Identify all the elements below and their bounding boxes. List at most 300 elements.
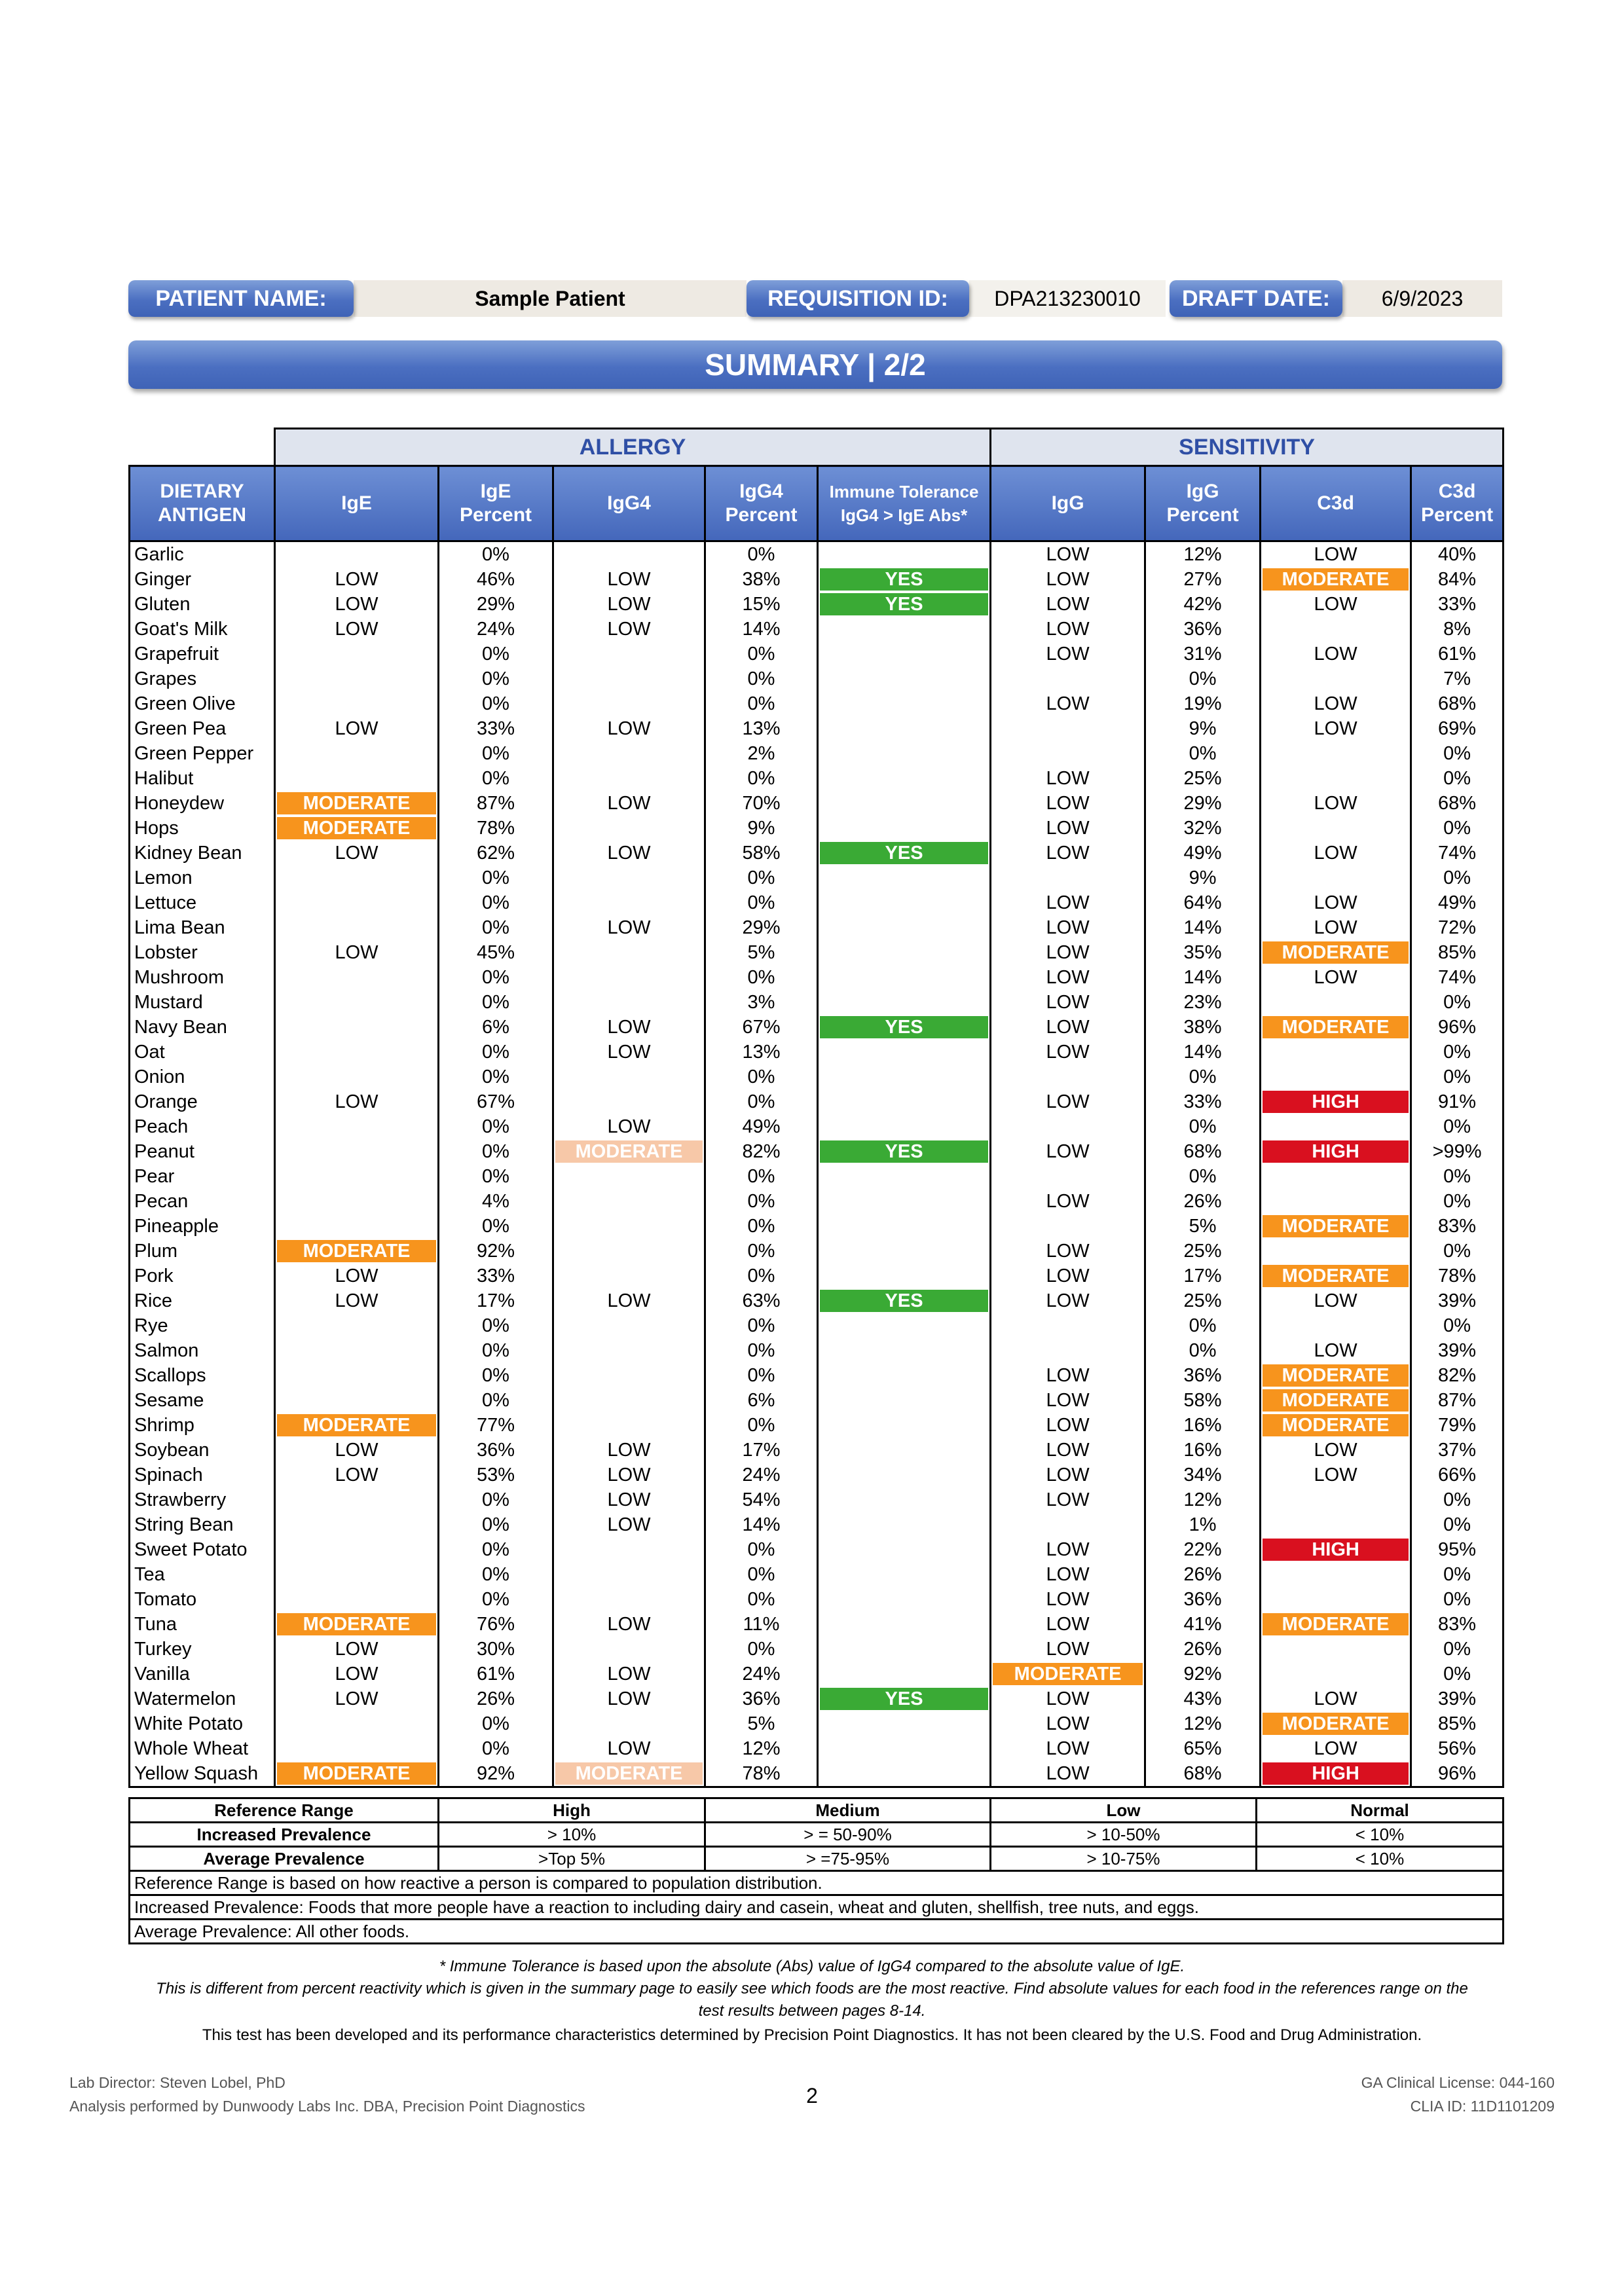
cell-c3d-percent: 61%	[1411, 642, 1504, 666]
cell-antigen: Tea	[130, 1562, 275, 1587]
cell-igg-percent: 31%	[1145, 642, 1261, 666]
cell-igg: LOW	[991, 1189, 1145, 1214]
cell-igg4-percent: 78%	[705, 1761, 818, 1787]
cell-igg4: LOW	[553, 567, 705, 592]
table-row	[130, 617, 1504, 642]
cell-ige	[275, 1114, 439, 1139]
cell-c3d-percent: 68%	[1411, 791, 1504, 816]
cell-ige	[275, 1711, 439, 1736]
cell-c3d: MODERATE	[1261, 1015, 1411, 1040]
cell-ige-percent: 0%	[439, 1040, 553, 1065]
cell-ige-percent: 29%	[439, 592, 553, 617]
cell-igg-percent: 0%	[1145, 1065, 1261, 1089]
cell-c3d-percent: 8%	[1411, 617, 1504, 642]
cell-c3d-percent: 7%	[1411, 666, 1504, 691]
summary-table	[128, 428, 1504, 1788]
cell-c3d-percent: 0%	[1411, 1637, 1504, 1662]
group-header-allergy: ALLERGY	[275, 429, 991, 466]
ref-note: Increased Prevalence: Foods that more people have a reaction to including dairy and casein, wheat and gluten, shellfish, tree nuts, and eggs.	[130, 1895, 1504, 1920]
table-row	[130, 1264, 1504, 1288]
cell-antigen: Honeydew	[130, 791, 275, 816]
cell-c3d-percent: 0%	[1411, 816, 1504, 841]
cell-igg4	[553, 990, 705, 1015]
col-header-igg: IgG	[991, 466, 1145, 541]
cell-igg: LOW	[991, 541, 1145, 568]
cell-antigen: Ginger	[130, 567, 275, 592]
cell-c3d	[1261, 766, 1411, 791]
cell-igg: LOW	[991, 965, 1145, 990]
cell-immune-tolerance	[818, 1612, 991, 1637]
cell-igg4-percent: 0%	[705, 1363, 818, 1388]
cell-ige: MODERATE	[275, 1612, 439, 1637]
cell-immune-tolerance	[818, 1562, 991, 1587]
cell-igg4-percent: 5%	[705, 1711, 818, 1736]
cell-igg4-percent: 0%	[705, 1164, 818, 1189]
table-row	[130, 716, 1504, 741]
cell-igg4	[553, 741, 705, 766]
col-header-ige-percent: IgE Percent	[439, 466, 553, 541]
cell-igg4-percent: 0%	[705, 666, 818, 691]
table-row	[130, 1587, 1504, 1612]
cell-ige	[275, 890, 439, 915]
cell-ige-percent: 0%	[439, 1363, 553, 1388]
cell-c3d-percent: 37%	[1411, 1438, 1504, 1463]
cell-ige-percent: 0%	[439, 1537, 553, 1562]
requisition-id-value: DPA213230010	[994, 286, 1141, 310]
cell-igg: LOW	[991, 1711, 1145, 1736]
table-row	[130, 841, 1504, 866]
table-row	[130, 541, 1504, 568]
ref-header: Medium	[705, 1798, 991, 1823]
table-row	[130, 1487, 1504, 1512]
cell-igg4	[553, 1413, 705, 1438]
cell-ige-percent: 33%	[439, 1264, 553, 1288]
cell-c3d	[1261, 617, 1411, 642]
cell-ige-percent: 17%	[439, 1288, 553, 1313]
cell-antigen: Navy Bean	[130, 1015, 275, 1040]
cell-antigen: Rye	[130, 1313, 275, 1338]
ref-cell: > 10%	[439, 1823, 705, 1847]
cell-igg4	[553, 965, 705, 990]
cell-c3d	[1261, 990, 1411, 1015]
cell-ige-percent: 0%	[439, 1587, 553, 1612]
cell-c3d	[1261, 1637, 1411, 1662]
cell-ige	[275, 766, 439, 791]
cell-antigen: Lettuce	[130, 890, 275, 915]
table-row	[130, 1413, 1504, 1438]
cell-ige-percent: 0%	[439, 965, 553, 990]
table-row	[130, 642, 1504, 666]
cell-immune-tolerance	[818, 1313, 991, 1338]
cell-igg: LOW	[991, 841, 1145, 866]
cell-ige	[275, 1487, 439, 1512]
cell-igg4: LOW	[553, 1487, 705, 1512]
table-row	[130, 1637, 1504, 1662]
cell-igg-percent: 35%	[1145, 940, 1261, 965]
cell-igg4	[553, 666, 705, 691]
cell-igg4-percent: 58%	[705, 841, 818, 866]
cell-antigen: Green Olive	[130, 691, 275, 716]
cell-igg4-percent: 11%	[705, 1612, 818, 1637]
cell-igg4: LOW	[553, 1288, 705, 1313]
cell-igg4	[553, 766, 705, 791]
cell-c3d-percent: 0%	[1411, 1065, 1504, 1089]
cell-immune-tolerance	[818, 1239, 991, 1264]
cell-ige-percent: 0%	[439, 642, 553, 666]
cell-igg4: LOW	[553, 1015, 705, 1040]
cell-igg: LOW	[991, 1612, 1145, 1637]
table-row	[130, 567, 1504, 592]
cell-c3d: LOW	[1261, 1338, 1411, 1363]
cell-c3d: LOW	[1261, 841, 1411, 866]
summary-title: SUMMARY | 2/2	[128, 340, 1502, 389]
cell-ige: MODERATE	[275, 791, 439, 816]
cell-antigen: Watermelon	[130, 1686, 275, 1711]
cell-ige	[275, 1512, 439, 1537]
cell-ige: LOW	[275, 1686, 439, 1711]
cell-c3d	[1261, 666, 1411, 691]
table-row	[130, 1139, 1504, 1164]
cell-igg-percent: 25%	[1145, 1239, 1261, 1264]
cell-c3d-percent: >99%	[1411, 1139, 1504, 1164]
cell-antigen: Goat's Milk	[130, 617, 275, 642]
table-row	[130, 741, 1504, 766]
cell-c3d-percent: 84%	[1411, 567, 1504, 592]
cell-igg4: MODERATE	[553, 1139, 705, 1164]
cell-immune-tolerance	[818, 1264, 991, 1288]
cell-igg4-percent: 0%	[705, 1065, 818, 1089]
cell-antigen: Gluten	[130, 592, 275, 617]
cell-igg-percent: 65%	[1145, 1736, 1261, 1761]
cell-ige-percent: 0%	[439, 866, 553, 890]
cell-igg4: MODERATE	[553, 1761, 705, 1787]
cell-ige	[275, 1214, 439, 1239]
table-row	[130, 816, 1504, 841]
cell-antigen: Soybean	[130, 1438, 275, 1463]
cell-antigen: Salmon	[130, 1338, 275, 1363]
cell-antigen: Shrimp	[130, 1413, 275, 1438]
cell-immune-tolerance	[818, 1761, 991, 1787]
cell-igg4	[553, 1587, 705, 1612]
cell-ige-percent: 24%	[439, 617, 553, 642]
table-row	[130, 940, 1504, 965]
cell-antigen: Yellow Squash	[130, 1761, 275, 1787]
cell-ige-percent: 53%	[439, 1463, 553, 1487]
cell-c3d-percent: 39%	[1411, 1686, 1504, 1711]
cell-igg4-percent: 9%	[705, 816, 818, 841]
cell-igg4-percent: 17%	[705, 1438, 818, 1463]
cell-igg4	[553, 1164, 705, 1189]
ref-cell: > 10-50%	[991, 1823, 1257, 1847]
cell-ige	[275, 866, 439, 890]
cell-ige-percent: 0%	[439, 1065, 553, 1089]
reference-range-table	[128, 1797, 1504, 1944]
cell-c3d	[1261, 741, 1411, 766]
cell-igg: LOW	[991, 1139, 1145, 1164]
cell-igg4-percent: 63%	[705, 1288, 818, 1313]
cell-c3d	[1261, 1114, 1411, 1139]
cell-igg4-percent: 0%	[705, 1637, 818, 1662]
table-row	[130, 1089, 1504, 1114]
cell-immune-tolerance: YES	[818, 592, 991, 617]
cell-igg4: LOW	[553, 1612, 705, 1637]
cell-igg4	[553, 1537, 705, 1562]
cell-immune-tolerance: YES	[818, 1288, 991, 1313]
cell-immune-tolerance	[818, 1089, 991, 1114]
cell-c3d: LOW	[1261, 1736, 1411, 1761]
cell-igg4: LOW	[553, 1040, 705, 1065]
cell-ige	[275, 1189, 439, 1214]
cell-ige-percent: 6%	[439, 1015, 553, 1040]
cell-igg4-percent: 0%	[705, 866, 818, 890]
cell-c3d: HIGH	[1261, 1089, 1411, 1114]
cell-igg4: LOW	[553, 617, 705, 642]
cell-igg-percent: 14%	[1145, 965, 1261, 990]
ref-note: Average Prevalence: All other foods.	[130, 1920, 1504, 1944]
cell-immune-tolerance	[818, 1487, 991, 1512]
cell-igg4-percent: 5%	[705, 940, 818, 965]
cell-ige-percent: 77%	[439, 1413, 553, 1438]
cell-igg4-percent: 0%	[705, 1587, 818, 1612]
cell-igg4: LOW	[553, 1463, 705, 1487]
clia-id: CLIA ID: 11D1101209	[1410, 2098, 1555, 2115]
cell-igg4: LOW	[553, 1736, 705, 1761]
table-row	[130, 666, 1504, 691]
cell-c3d-percent: 0%	[1411, 1587, 1504, 1612]
table-row	[130, 866, 1504, 890]
cell-c3d-percent: 96%	[1411, 1761, 1504, 1787]
cell-c3d: LOW	[1261, 1438, 1411, 1463]
cell-antigen: Pork	[130, 1264, 275, 1288]
cell-igg4-percent: 0%	[705, 1313, 818, 1338]
table-row	[130, 1065, 1504, 1089]
cell-ige	[275, 1015, 439, 1040]
table-row	[130, 1015, 1504, 1040]
cell-immune-tolerance: YES	[818, 1139, 991, 1164]
cell-igg4-percent: 0%	[705, 1239, 818, 1264]
cell-ige-percent: 0%	[439, 1562, 553, 1587]
cell-ige	[275, 691, 439, 716]
cell-igg4	[553, 866, 705, 890]
cell-igg4-percent: 13%	[705, 716, 818, 741]
table-row	[130, 1288, 1504, 1313]
cell-igg4-percent: 24%	[705, 1662, 818, 1686]
cell-c3d: LOW	[1261, 592, 1411, 617]
cell-immune-tolerance	[818, 642, 991, 666]
cell-igg4: LOW	[553, 915, 705, 940]
cell-immune-tolerance	[818, 666, 991, 691]
table-row	[130, 990, 1504, 1015]
cell-antigen: Spinach	[130, 1463, 275, 1487]
cell-igg4: LOW	[553, 841, 705, 866]
cell-immune-tolerance: YES	[818, 841, 991, 866]
cell-igg-percent: 12%	[1145, 1487, 1261, 1512]
ref-cell: < 10%	[1257, 1823, 1504, 1847]
cell-igg4: LOW	[553, 791, 705, 816]
table-row	[130, 1438, 1504, 1463]
cell-igg: LOW	[991, 642, 1145, 666]
cell-ige-percent: 78%	[439, 816, 553, 841]
cell-igg4-percent: 0%	[705, 1089, 818, 1114]
cell-ige-percent: 46%	[439, 567, 553, 592]
table-row	[130, 791, 1504, 816]
cell-antigen: String Bean	[130, 1512, 275, 1537]
cell-c3d-percent: 78%	[1411, 1264, 1504, 1288]
cell-c3d-percent: 33%	[1411, 592, 1504, 617]
cell-igg	[991, 1114, 1145, 1139]
cell-immune-tolerance	[818, 1587, 991, 1612]
cell-igg4-percent: 2%	[705, 741, 818, 766]
cell-c3d	[1261, 1164, 1411, 1189]
cell-immune-tolerance: YES	[818, 1686, 991, 1711]
cell-c3d-percent: 0%	[1411, 866, 1504, 890]
cell-c3d: LOW	[1261, 691, 1411, 716]
cell-immune-tolerance	[818, 990, 991, 1015]
cell-igg4-percent: 14%	[705, 617, 818, 642]
group-header-sensitivity: SENSITIVITY	[991, 429, 1504, 466]
blank-corner	[130, 429, 275, 466]
cell-immune-tolerance	[818, 915, 991, 940]
cell-igg4-percent: 0%	[705, 1264, 818, 1288]
cell-antigen: Hops	[130, 816, 275, 841]
cell-c3d	[1261, 816, 1411, 841]
table-row	[130, 1164, 1504, 1189]
cell-c3d	[1261, 1512, 1411, 1537]
cell-antigen: Plum	[130, 1239, 275, 1264]
cell-c3d: MODERATE	[1261, 1214, 1411, 1239]
cell-c3d: MODERATE	[1261, 567, 1411, 592]
cell-c3d: MODERATE	[1261, 1363, 1411, 1388]
cell-c3d	[1261, 1313, 1411, 1338]
cell-igg: LOW	[991, 1015, 1145, 1040]
cell-ige-percent: 0%	[439, 1711, 553, 1736]
cell-c3d: MODERATE	[1261, 1264, 1411, 1288]
cell-immune-tolerance	[818, 1438, 991, 1463]
cell-c3d-percent: 0%	[1411, 990, 1504, 1015]
cell-igg4-percent: 29%	[705, 915, 818, 940]
table-row	[130, 915, 1504, 940]
cell-antigen: Tomato	[130, 1587, 275, 1612]
cell-c3d-percent: 0%	[1411, 1313, 1504, 1338]
cell-igg4-percent: 0%	[705, 965, 818, 990]
col-header-c3d-percent: C3d Percent	[1411, 466, 1504, 541]
cell-antigen: Lobster	[130, 940, 275, 965]
cell-ige	[275, 990, 439, 1015]
cell-igg: LOW	[991, 1438, 1145, 1463]
cell-igg: LOW	[991, 1264, 1145, 1288]
cell-igg-percent: 43%	[1145, 1686, 1261, 1711]
cell-ige-percent: 30%	[439, 1637, 553, 1662]
cell-igg4-percent: 3%	[705, 990, 818, 1015]
cell-c3d	[1261, 1487, 1411, 1512]
cell-igg: LOW	[991, 1388, 1145, 1413]
cell-c3d-percent: 0%	[1411, 1662, 1504, 1686]
cell-igg-percent: 16%	[1145, 1438, 1261, 1463]
draft-date-value: 6/9/2023	[1381, 286, 1464, 310]
cell-c3d-percent: 87%	[1411, 1388, 1504, 1413]
cell-ige	[275, 1164, 439, 1189]
cell-c3d: LOW	[1261, 890, 1411, 915]
cell-igg-percent: 5%	[1145, 1214, 1261, 1239]
table-row	[130, 1189, 1504, 1214]
cell-igg4	[553, 1264, 705, 1288]
ref-cell: >Top 5%	[439, 1847, 705, 1871]
ref-note: Reference Range is based on how reactive a person is compared to population distribution.	[130, 1871, 1504, 1895]
cell-igg4-percent: 12%	[705, 1736, 818, 1761]
cell-c3d: MODERATE	[1261, 940, 1411, 965]
patient-name-value: Sample Patient	[475, 286, 625, 310]
cell-c3d-percent: 83%	[1411, 1612, 1504, 1637]
cell-antigen: Mushroom	[130, 965, 275, 990]
cell-antigen: Lemon	[130, 866, 275, 890]
cell-antigen: Halibut	[130, 766, 275, 791]
cell-antigen: Onion	[130, 1065, 275, 1089]
cell-igg4-percent: 82%	[705, 1139, 818, 1164]
cell-ige	[275, 1338, 439, 1363]
cell-igg-percent: 58%	[1145, 1388, 1261, 1413]
cell-igg: LOW	[991, 617, 1145, 642]
cell-igg4: LOW	[553, 592, 705, 617]
cell-ige: LOW	[275, 841, 439, 866]
cell-igg4	[553, 1562, 705, 1587]
cell-igg-percent: 68%	[1145, 1761, 1261, 1787]
cell-igg	[991, 1214, 1145, 1239]
cell-ige-percent: 4%	[439, 1189, 553, 1214]
cell-c3d-percent: 0%	[1411, 1239, 1504, 1264]
cell-ige-percent: 0%	[439, 766, 553, 791]
cell-immune-tolerance	[818, 741, 991, 766]
table-row	[130, 1388, 1504, 1413]
table-row	[130, 592, 1504, 617]
footnote-pages: test results between pages 8-14.	[698, 2002, 926, 2020]
cell-igg: LOW	[991, 791, 1145, 816]
cell-ige: LOW	[275, 1463, 439, 1487]
cell-igg4	[553, 1363, 705, 1388]
cell-igg-percent: 92%	[1145, 1662, 1261, 1686]
ref-cell: > = 50-90%	[705, 1823, 991, 1847]
cell-igg4	[553, 940, 705, 965]
cell-immune-tolerance	[818, 766, 991, 791]
cell-igg4	[553, 642, 705, 666]
cell-antigen: Green Pea	[130, 716, 275, 741]
table-row	[130, 1363, 1504, 1388]
cell-c3d: MODERATE	[1261, 1612, 1411, 1637]
cell-igg: LOW	[991, 990, 1145, 1015]
cell-ige-percent: 0%	[439, 915, 553, 940]
col-header-antigen: DIETARY ANTIGEN	[130, 466, 275, 541]
cell-igg: LOW	[991, 816, 1145, 841]
cell-immune-tolerance	[818, 1662, 991, 1686]
cell-c3d-percent: 0%	[1411, 741, 1504, 766]
cell-igg4-percent: 13%	[705, 1040, 818, 1065]
cell-igg-percent: 0%	[1145, 1164, 1261, 1189]
cell-igg-percent: 41%	[1145, 1612, 1261, 1637]
cell-c3d-percent: 49%	[1411, 890, 1504, 915]
cell-igg: LOW	[991, 567, 1145, 592]
cell-igg-percent: 23%	[1145, 990, 1261, 1015]
ref-header: Reference Range	[130, 1798, 439, 1823]
cell-c3d	[1261, 1239, 1411, 1264]
cell-ige-percent: 26%	[439, 1686, 553, 1711]
cell-c3d	[1261, 1587, 1411, 1612]
cell-c3d-percent: 85%	[1411, 940, 1504, 965]
ref-cell: > 10-75%	[991, 1847, 1257, 1871]
analysis-credit: Analysis performed by Dunwoody Labs Inc. DBA, Precision Point Diagnostics	[69, 2098, 585, 2115]
table-row	[130, 1711, 1504, 1736]
table-row	[130, 1761, 1504, 1787]
cell-antigen: Grapefruit	[130, 642, 275, 666]
cell-ige-percent: 76%	[439, 1612, 553, 1637]
